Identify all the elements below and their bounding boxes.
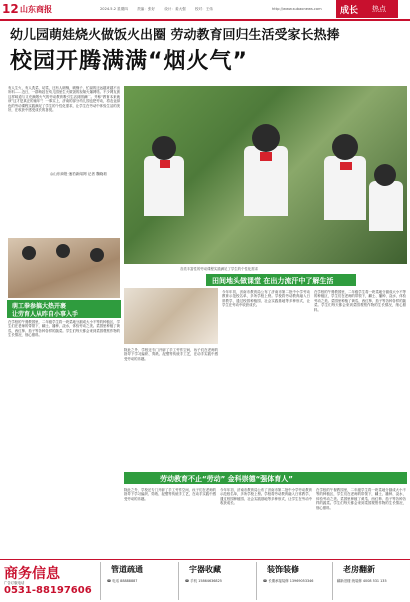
- column-tag-main: 成长: [340, 6, 359, 16]
- ad-plumbing-title: 管道疏通: [111, 565, 143, 574]
- page-number: 12: [2, 2, 19, 16]
- byline: ◎山东商报·速豹新闻网 记者 魏晓莉: [50, 172, 107, 176]
- subsection-title-2-line1: 萌工拳参搞大热开裹: [12, 303, 67, 310]
- ad-renovation: [332, 562, 409, 600]
- editor-credit: 责编：张好: [137, 7, 156, 11]
- header-rule: [0, 19, 410, 21]
- main-photo: [124, 86, 407, 264]
- lead-paragraph: 有人生火，有人洗菜、切菜，还有人刷锅，刷锅子，忙碌的还远越来越不出所料……近日，一群萌娃在幼儿园里生火做饭的视频火爆网络。不少网友被这样味道与又充满烟火气的劳动教育吸引生活到圆满厂。并称“教育本来就该”这才是真正的童年”！一事实上，济南的部分幼儿园也把劳动，将农业绿色的劳动课程实践满足了学生的个性化需求，让学生在劳动中体验生活的美好，在收获中感受成长的喜悦。: [8, 86, 120, 113]
- subsection-title-2-line2: 让劳育人从昨自小事入手: [12, 311, 79, 318]
- ad-decoration-sub: ☎ 长期承接装修 13969053346: [263, 579, 314, 583]
- ad-renovation-sub: 翻新旧楼 统装修 4008 531 135: [337, 579, 387, 583]
- body-column-2: 除此之外，学校还专门开辟了手工劳作空间，孩子们在老师的指导下学习编织、剪纸、泥塑等传统手工艺，在动手实践中感受劳动的乐趣。: [124, 348, 218, 361]
- main-headline: 校园开腾满满“烟火气”: [10, 49, 248, 74]
- body-column-4: 在学校的午餐教园里，二年级学生将一块菜地分割成大小不等的种植区，学生们在老师的带领下，翻土、播种、浇水，体验劳动之美。菜园里种植了黄瓜、西红柿、茄子等各种各样的蔬菜。学生们每天都会来到菜园观察作物的生长情况，细心照料。: [314, 290, 406, 312]
- column-tag-sub: 热点: [372, 5, 386, 13]
- ad-main-sub: 广告订版电话: [4, 581, 25, 585]
- crafts-photo: [124, 288, 218, 344]
- ad-plumbing: [100, 562, 177, 600]
- proof-credit: 校对：王伟: [194, 7, 213, 11]
- ad-decoration: [256, 562, 331, 600]
- ad-collection: [178, 562, 255, 600]
- ad-collection-title: 宇器收藏: [189, 565, 221, 574]
- body-column-7: 在学校的午餐教园里，二年级学生将一块菜地分割成大小不等的种植区，学生们在老师的带领下，翻土、播种、浇水，体验劳动之美。菜园里种植了黄瓜、西红柿、茄子等各种各样的蔬菜。学生们每天都会来到菜园观察作物的生长情况，细心照料。: [316, 488, 406, 510]
- section-name: 山东商报: [20, 5, 52, 14]
- ad-main-title: 商务信息: [4, 566, 60, 582]
- ad-divider: [0, 559, 410, 560]
- body-column-5: 除此之外，学校还专门开辟了手工劳作空间，孩子们在老师的指导下学习编织、剪纸、泥塑等传统手工艺，在动手实践中感受劳动的乐趣。: [124, 488, 216, 501]
- ad-renovation-title: 老房翻新: [343, 565, 375, 574]
- body-column-6: 今年年初，济南市教育局公布了济南市第二批中小学劳动教育示范校名单，多所学校上榜。学校将劳动教育融入日常教学，通过校园种植园、社会实践基地等多种形式，让学生在劳动中收获成长。: [220, 488, 312, 506]
- ad-main-phone: 0531-88197606: [4, 585, 92, 596]
- photo-caption: 各类丰富性的劳动课程实践满足了学生的个性化需求: [180, 267, 258, 271]
- body-column-1: 在学校的午餐教园里，二年级学生将一块菜地分割成大小不等的种植区，学生们在老师的带领下，翻土、播种、浇水，体验劳动之美。菜园里种植了黄瓜、西红柿、茄子等各种各样的蔬菜。学生们每天都会来到菜园观察作物的生长情况，细心照料。: [8, 320, 120, 338]
- body-column-3: 今年年初，济南市教育局公布了济南市第二批中小学劳动教育示范校名单，多所学校上榜。学校将劳动教育融入日常教学，通过校园种植园、社会实践基地等多种形式，让学生在劳动中收获成长。: [222, 290, 310, 308]
- header-info: [100, 7, 221, 12]
- classroom-photo: [8, 238, 120, 298]
- subsection-title-1: 田间地头做课堂 在出力流汗中了解生活: [212, 277, 334, 285]
- ad-decoration-title: 装饰装修: [267, 565, 299, 574]
- ad-collection-sub: ☎ 手机 15864636825: [185, 579, 222, 583]
- subsection-title-3: 劳动教育不止“劳动” 金科崇德“强体育人”: [160, 475, 293, 483]
- layout-credit: 设计：姜大强: [164, 7, 186, 11]
- ad-plumbing-sub: ☎ 电话 88888887: [107, 579, 138, 583]
- issue-date: 2024.5.2 星期四: [100, 7, 128, 11]
- subheadline: 幼儿园萌娃烧火做饭火出圈 劳动教育回归生活受家长热捧: [10, 28, 340, 43]
- website-url: http://www.subaonews.com: [272, 7, 322, 11]
